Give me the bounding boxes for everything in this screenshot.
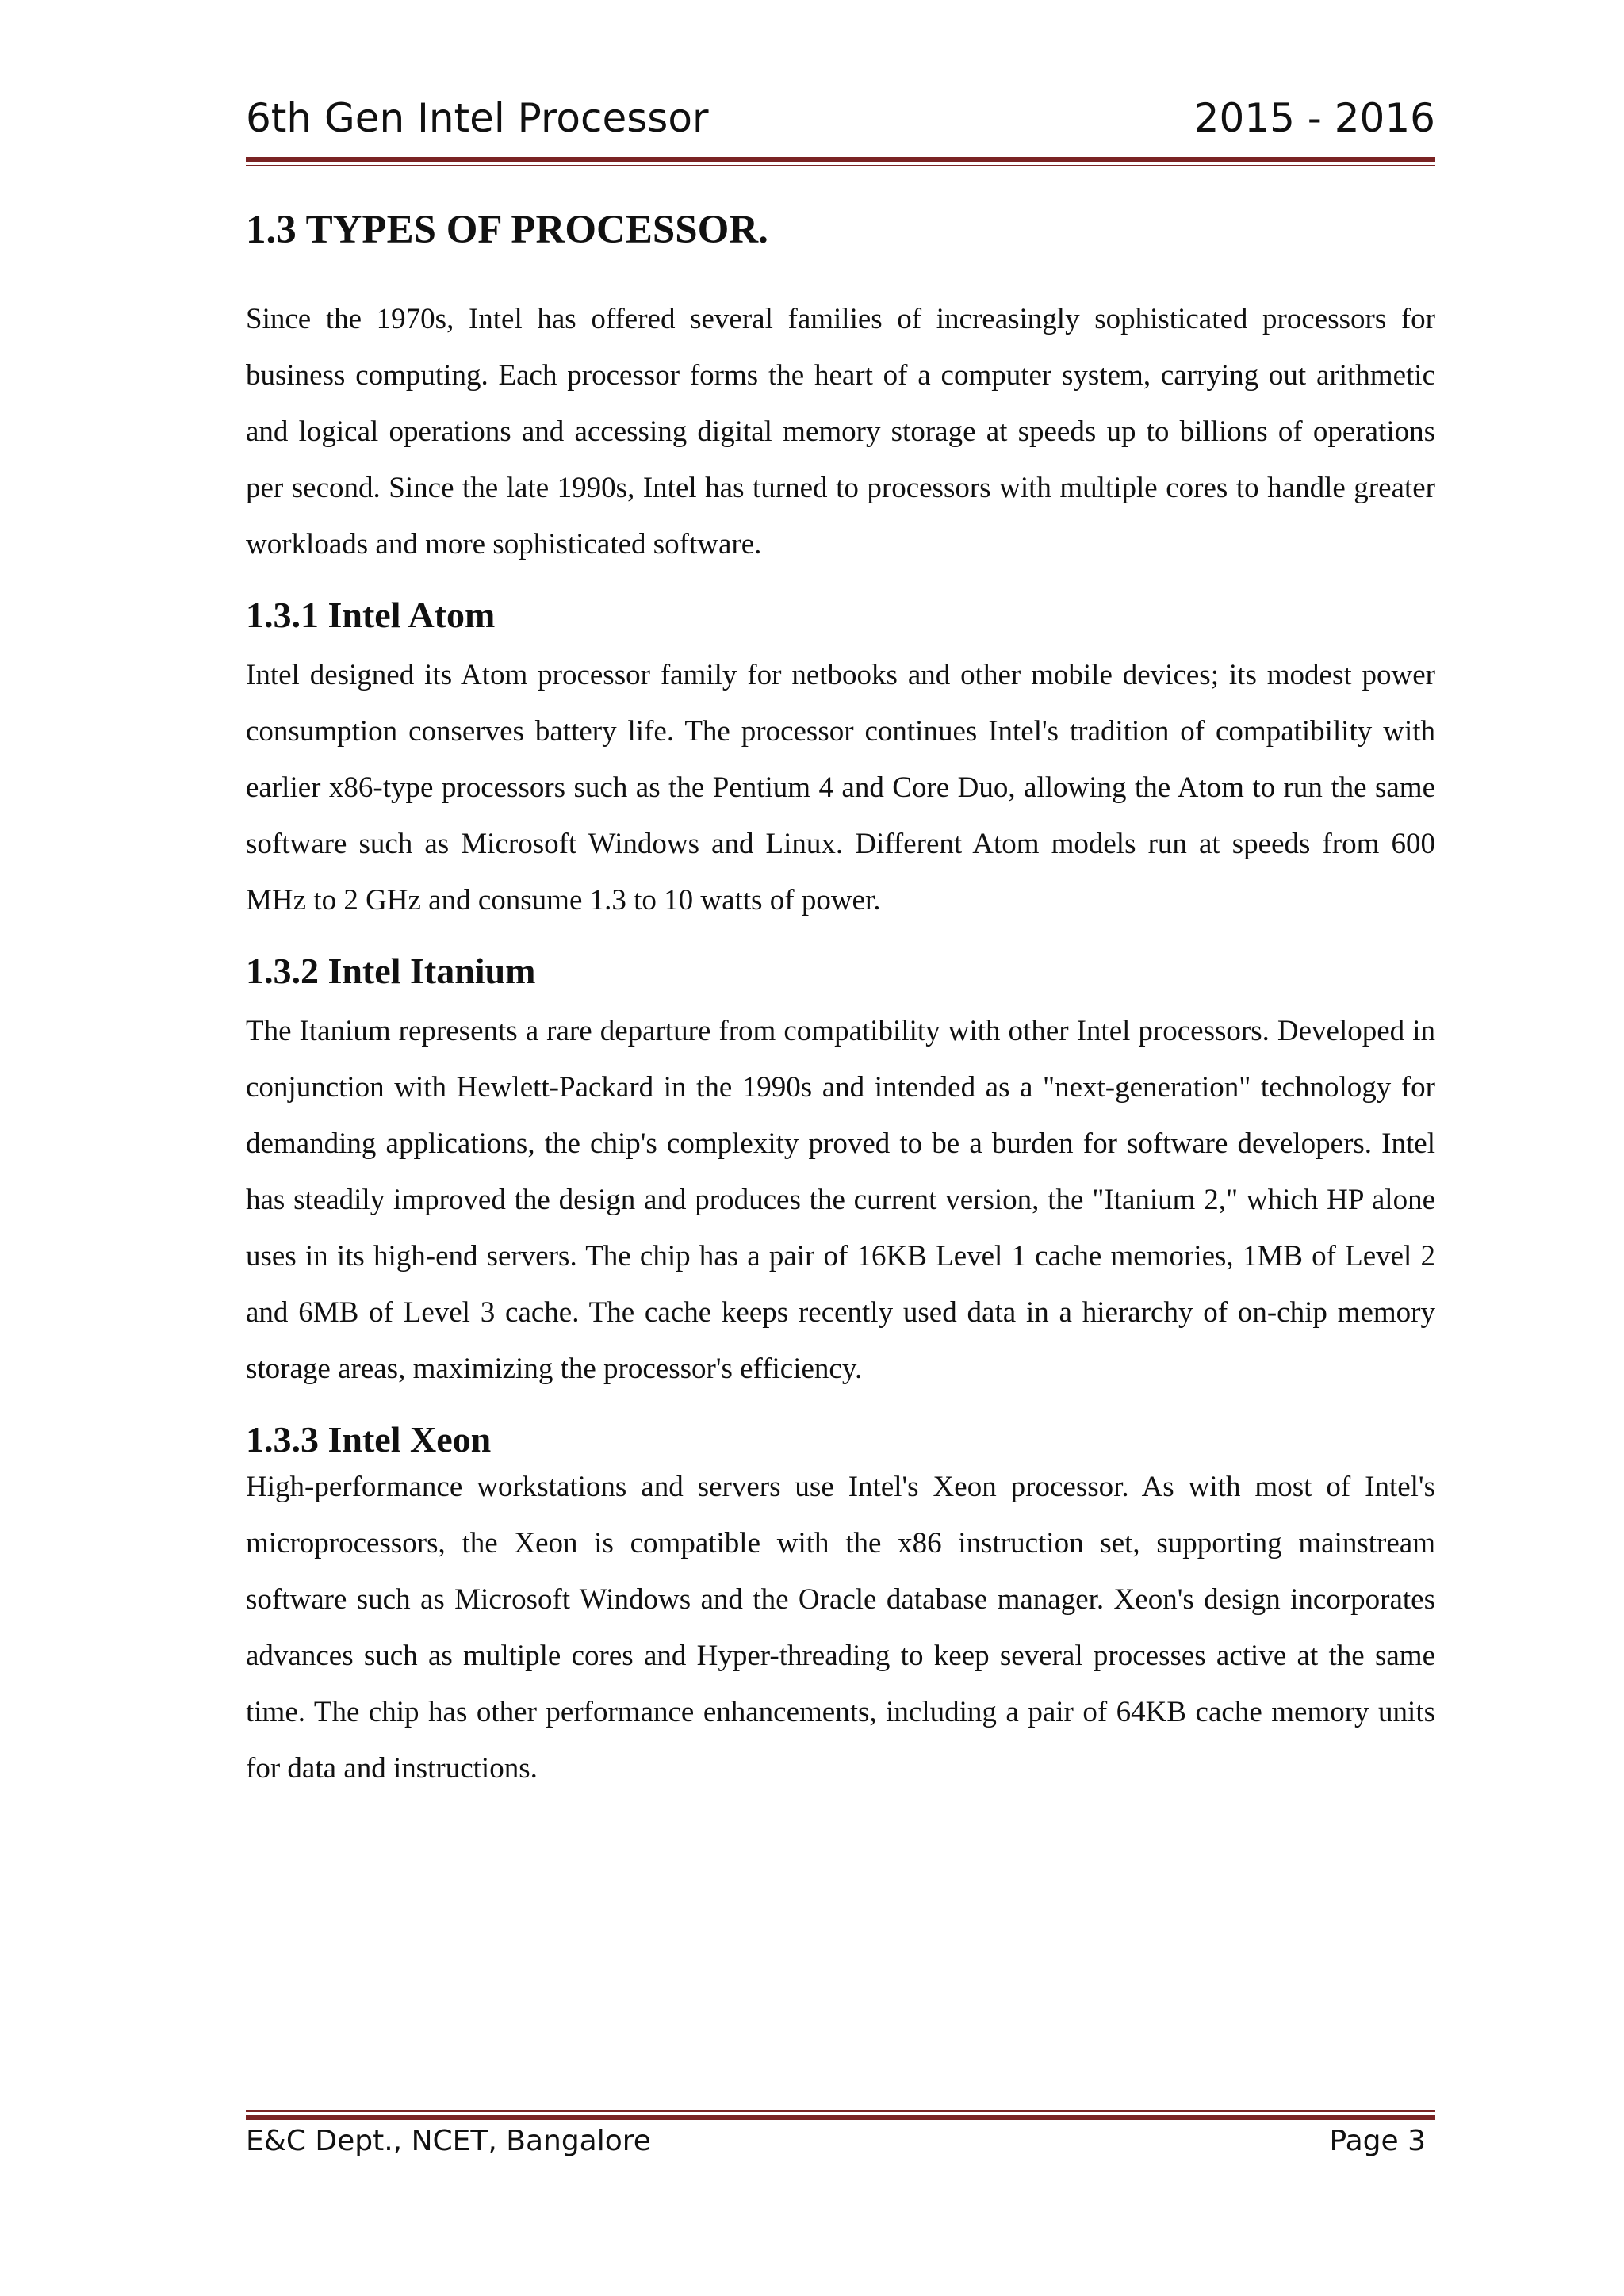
- section-title: 1.3 TYPES OF PROCESSOR.: [246, 208, 768, 252]
- subsection-text-itanium: The Itanium represents a rare departure from compatibility with other Intel processors. Developed in conjunction with Hewlett-Packard in the 1990s and intended as a "next-generation" technology for demanding applications, the chip's complexity proved to be a burden for software developers. Intel has steadily improved the design and produces the current version, the "Itanium 2," which HP alone uses in its high-end servers. The chip has a pair of 16KB Level 1 cache memories, 1MB of Level 2 and 6MB of Level 3 cache. The cache keeps recently used data in a hierarchy of on-chip memory storage areas, maximizing the processor's efficiency.: [246, 1015, 1435, 1385]
- header-year: 2015 - 2016: [1193, 95, 1435, 141]
- header-title: 6th Gen Intel Processor: [246, 95, 709, 141]
- subsection-text-xeon: High-performance workstations and servers use Intel's Xeon processor. As with most of Intel's microprocessors, the Xeon is compatible with the x86 instruction set, supporting mainstream software such as Microsoft Windows and the Oracle database manager. Xeon's design incorporates advances such as multiple cores and Hyper-threading to keep several processes active at the same time. The chip has other performance enhancements, including a pair of 64KB cache memory units for data and instructions.: [246, 1471, 1435, 1785]
- header-rule-thick: [246, 157, 1435, 162]
- section-intro: Since the 1970s, Intel has offered several families of increasingly sophisticated processors for business computing. Each processor forms the heart of a computer system, carrying out arithmetic and logical operations and accessing digital memory storage at speeds up to billions of operations per second. Since the late 1990s, Intel has turned to processors with multiple cores to handle greater workloads and more sophisticated software.: [246, 303, 1435, 561]
- footer-rule-thick: [246, 2115, 1435, 2120]
- subsection-title-itanium: 1.3.2 Intel Itanium: [246, 951, 536, 991]
- footer-rule-thin: [246, 2110, 1435, 2112]
- subsection-title-xeon: 1.3.3 Intel Xeon: [246, 1419, 492, 1460]
- footer-department: E&C Dept., NCET, Bangalore: [246, 2125, 651, 2157]
- subsection-text-atom: Intel designed its Atom processor family for netbooks and other mobile devices; its modest power consumption conserves battery life. The processor continues Intel's tradition of compatibility with earlier x86-type processors such as the Pentium 4 and Core Duo, allowing the Atom to run the same software such as Microsoft Windows and Linux. Different Atom models run at speeds from 600 MHz to 2 GHz and consume 1.3 to 10 watts of power.: [246, 659, 1435, 916]
- page-content: [246, 202, 1435, 1797]
- page-header: [246, 95, 1435, 151]
- footer-page-number: Page 3: [1329, 2125, 1426, 2157]
- header-rule-thin: [246, 165, 1435, 166]
- subsection-title-atom: 1.3.1 Intel Atom: [246, 595, 496, 635]
